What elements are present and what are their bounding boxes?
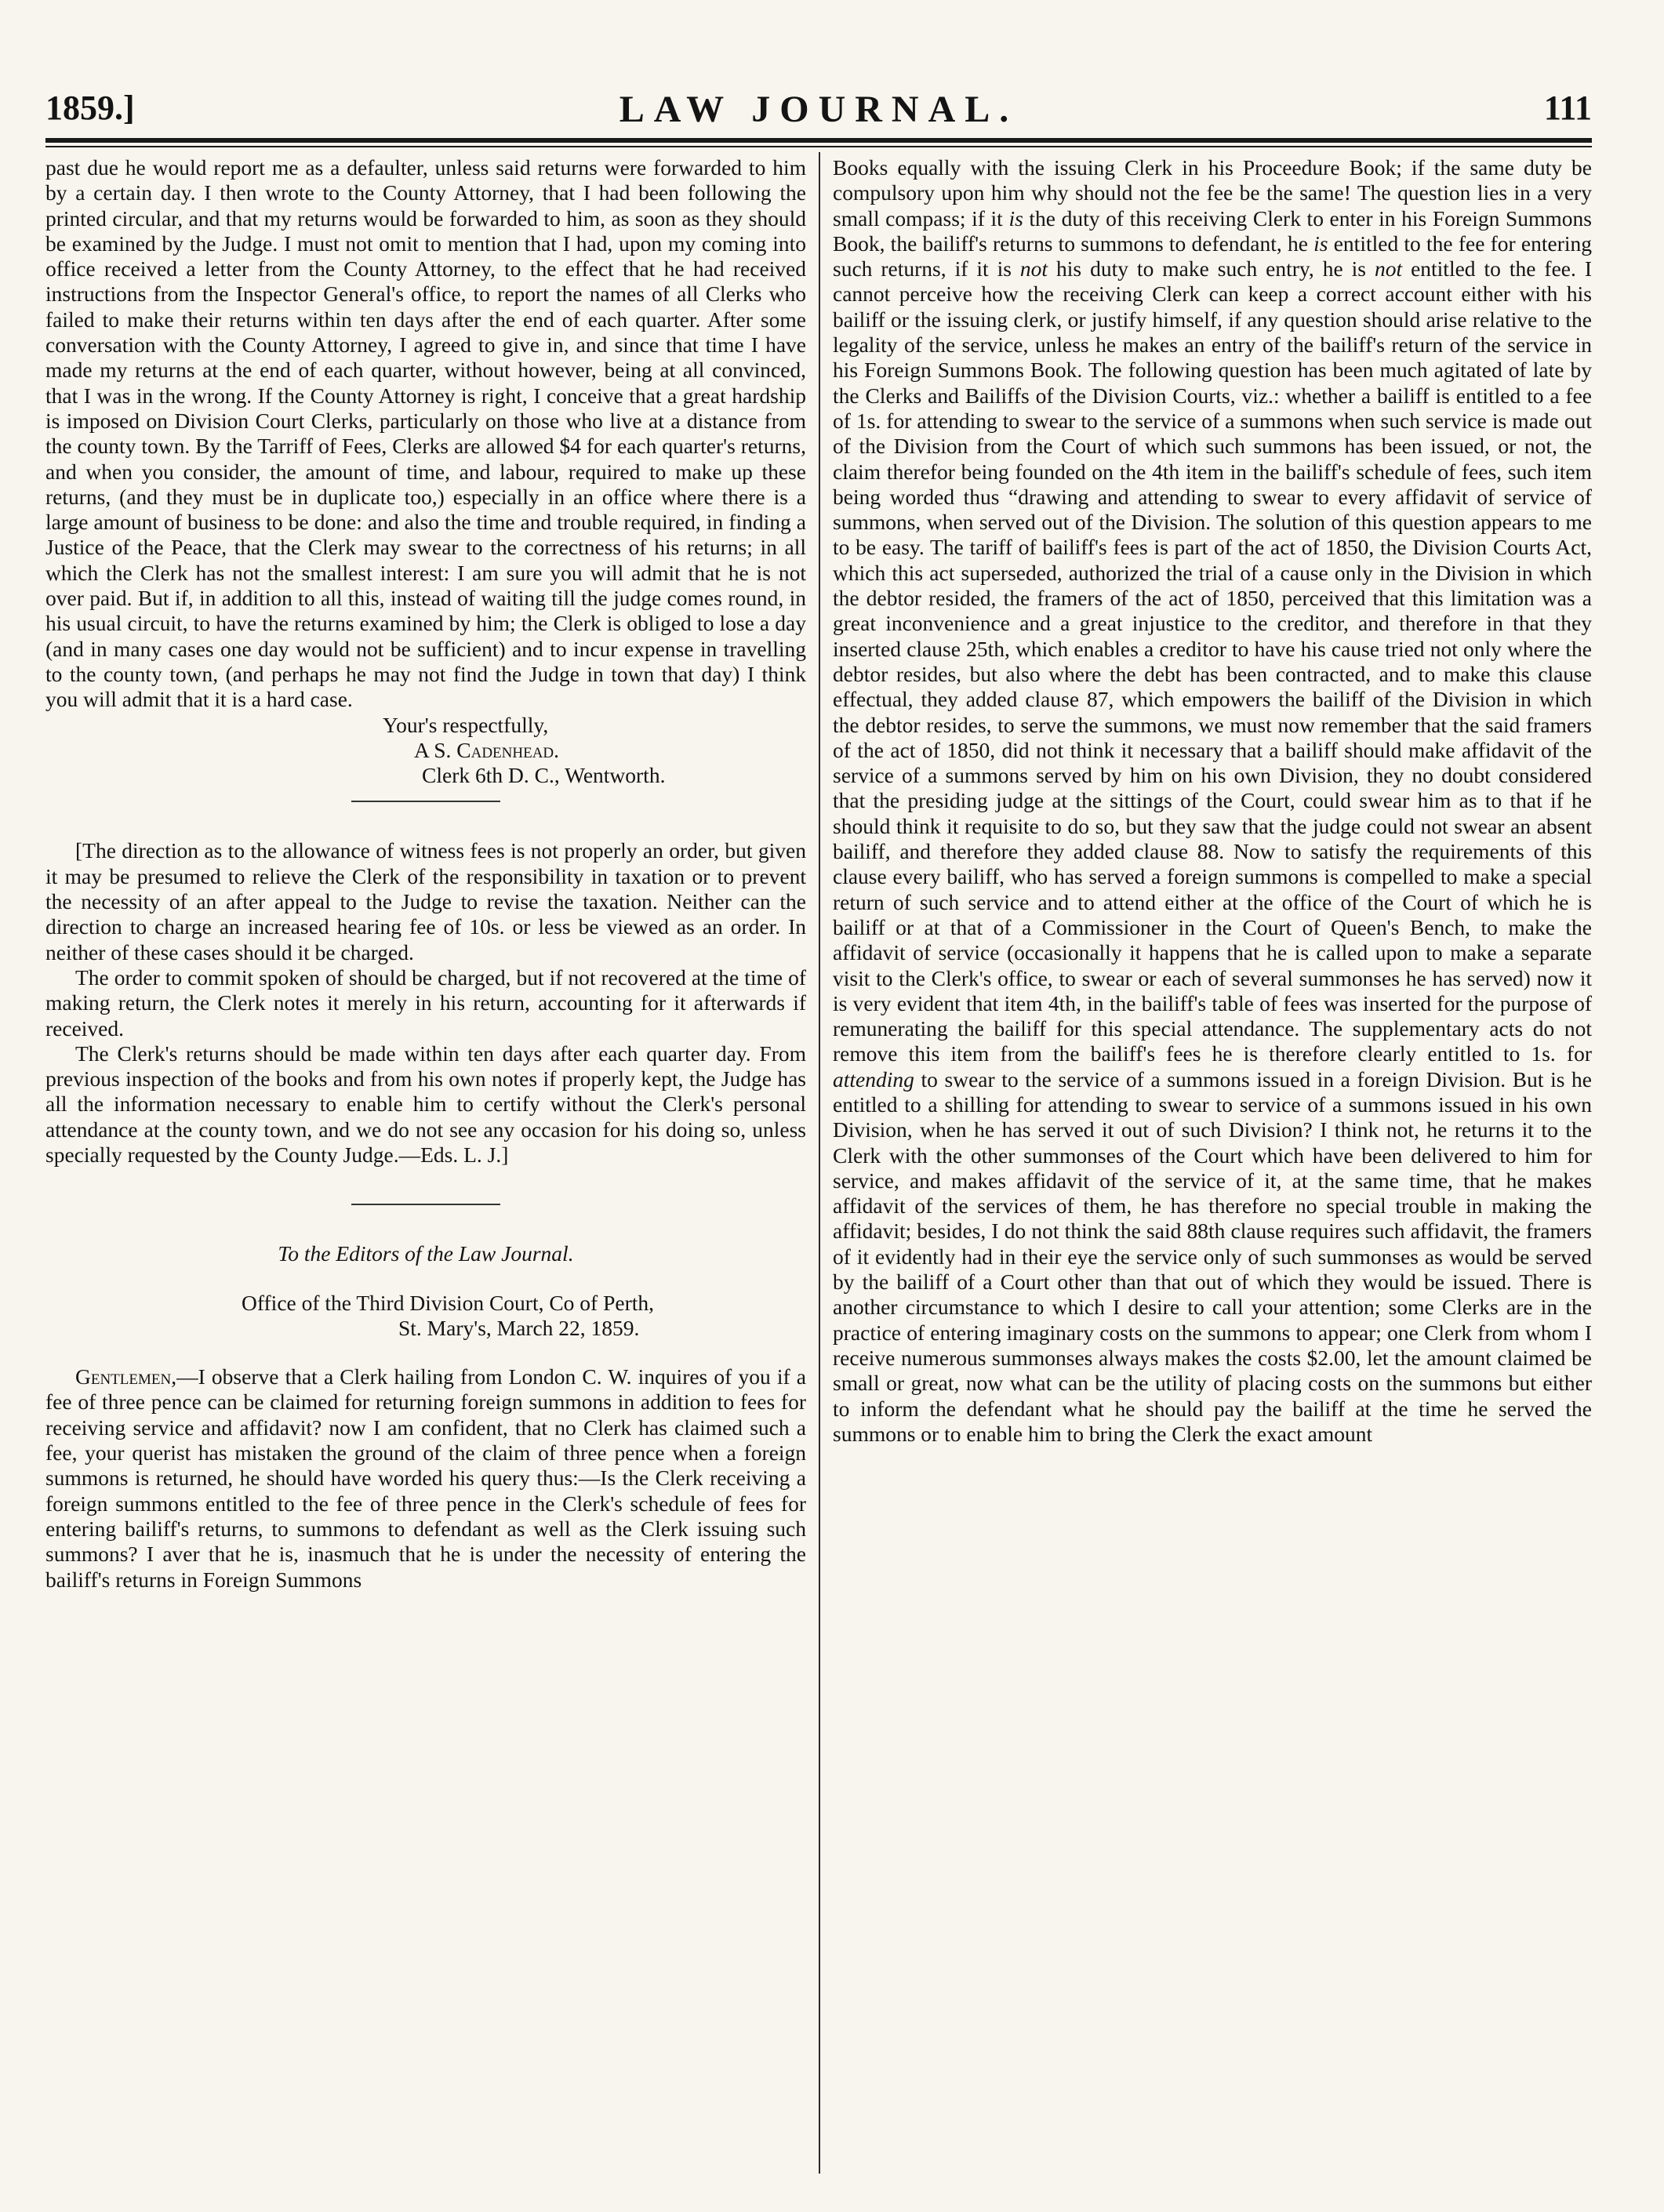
header-year: 1859.] bbox=[45, 89, 135, 127]
second-letter-body bbox=[45, 1364, 806, 1593]
office-date: St. Mary's, March 22, 1859. bbox=[398, 1315, 640, 1340]
left-column bbox=[45, 155, 806, 1593]
header-title: LAW JOURNAL. bbox=[619, 89, 1019, 130]
right-column bbox=[833, 155, 1592, 1447]
column-divider bbox=[819, 152, 820, 2174]
emphasis: is bbox=[1008, 205, 1023, 231]
continued-letter bbox=[833, 155, 1592, 1447]
emphasis: not bbox=[1019, 256, 1048, 281]
editor-note: The order to commit spoken of should be charged, but if not recovered at the time of making return, the Clerk notes it merely in his return, accounting for it afterwards if received. bbox=[45, 964, 806, 1041]
page-number: 111 bbox=[1543, 89, 1592, 127]
emphasis: is bbox=[1313, 231, 1328, 256]
header-rule-thin bbox=[45, 146, 1592, 147]
emphasis: not bbox=[1374, 256, 1403, 281]
office-line: Office of the Third Division Court, Co of Perth, bbox=[242, 1290, 655, 1315]
text-run: the duty of this receiving Clerk to enter in his Foreign Summons Book, the bailiff's returns to summons to defendant, he bbox=[833, 205, 1592, 256]
text-run: to swear to the service of a summons issued in a foreign Division. But is he entitled to a shilling for attending to swear to service of a summons issued in his own Division, when he has served it out of such Division? I think not, he returns it to the Clerk with the other summonses of the Court which have been delivered to him for service, and makes affidavit of the service of it, at the same time, that he makes affidavit of the services of them, he has therefore no special trouble in making the affidavit; besides, I do not think the said 88th clause requires such affidavit, the framers of it evidently had in their eye the service only of such summonses as would be served by the bailiff of a Court other than that out of which they would be issued. There is another circumstance to which I desire to call your attention; some Clerks are in the practice of entering imaginary costs on the summons to appear; one Clerk from whom I receive numerous summonses always makes the costs $2.00, let the amount claimed be small or great, now what can be the utility of placing costs on the summons but either to inform the defendant what he should pay the bailiff at the time he served the summons or to enable him to bring the Clerk the exact amount bbox=[833, 1066, 1592, 1446]
text-run: entitled to the fee for entering such returns, if it is bbox=[833, 231, 1592, 281]
emphasis: attending bbox=[833, 1066, 914, 1091]
editor-note: The Clerk's returns should be made within ten days after each quarter day. From previous inspection of the books and from his own notes if properly kept, the Judge has all the information necessary to enable him to certify without the Clerk's personal attendance at the county town, and we do not see any occasion for his doing so, unless specially requested by the County Judge.—Eds. L. J.] bbox=[45, 1041, 806, 1167]
editor-note: [The direction as to the allowance of witness fees is not properly an order, but given it may be presumed to relieve the Clerk of the responsibility in taxation or to prevent the necessity of an after appeal to the Judge to revise the taxation. Neither can the direction to charge an increased hearing fee of 10s. or less be viewed as an order. In neither of these cases should it be charged. bbox=[45, 838, 806, 964]
second-letter-text: —I observe that a Clerk hailing from London C. W. inquires of you if a fee of three pence can be claimed for returning foreign summons in addition to fees for receiving service and affidavit? now I am confident, that no Clerk has claimed such a fee, your querist has mistaken the ground of the claim of three pence when a foreign summons is returned, he should have worded his query thus:—Is the Clerk receiving a foreign summons entitled to the fee of three pence in the Clerk's schedule of fees for entering bailiff's returns, to summons to defendant as well as the Clerk issuing such summons? I aver that he is, inasmuch that he is under the necessity of entering the bailiff's returns in Foreign Summons bbox=[45, 1364, 806, 1592]
letter-signature: A S. Cadenhead. bbox=[414, 737, 560, 762]
letter-signature-title: Clerk 6th D. C., Wentworth. bbox=[422, 763, 666, 788]
page-header bbox=[45, 88, 1592, 135]
letter-addressee: To the Editors of the Law Journal. bbox=[278, 1241, 574, 1266]
header-rule-thick bbox=[45, 138, 1592, 143]
letter-closing: Your's respectfully, bbox=[383, 712, 549, 737]
text-run: Books equally with the issuing Clerk in his Proceedure Book; if the same duty be compulsory upon him why should not the fee be the same! The question lies in a very small compass; if it bbox=[833, 155, 1592, 231]
text-run: his duty to make such entry, he is bbox=[1048, 256, 1375, 281]
salutation: Gentlemen, bbox=[75, 1364, 177, 1389]
text-run: entitled to the fee. I cannot perceive how the receiving Clerk can keep a correct account either with his bailiff or the issuing clerk, or justify himself, if any question should arise relative to the legality of the service, unless he makes an entry of the bailiff's return of the service in his Foreign Summons Book. The following question has been much agitated of late by the Clerks and Bailiffs of the Division Courts, viz.: whether a bailiff is entitled to a fee of 1s. for attending to swear to the service of a summons when such service is made out of the Division from the Court of which such summons has been issued, or not, the claim therefor being founded on the 4th item in the bailiff's schedule of fees, such item being worded thus “drawing and attending to swear to every affidavit of service of summons, when served out of the Division. The solution of this question appears to me to be easy. The tariff of bailiff's fees is part of the act of 1850, the Division Courts Act, which this act superseded, authorized the trial of a cause only in the Division in which the debtor resided, the framers of the act of 1850, perceived that this limitation was a great inconvenience and a great injustice to the creditor, and therefore in that they inserted clause 25th, which enables a creditor to have his cause tried not only where the debtor resides, but also where the debt has been contracted, and to make this clause effectual, they added clause 87, which empowers the bailiff of the Division in which the debtor resides, to serve the summons, we must now remember that the said framers of the act of 1850, did not think it necessary that a bailiff should make affidavit of the service of a summons served by him on his own Division, they no doubt considered that the presiding judge at the sittings of the Court, could swear him as to that if he should think it requisite to do so, but they saw that the judge could not swear an absent bailiff, and therefore they added clause 88. Now to satisfy the requirements of this clause every bailiff, who has served a foreign summons is compelled to make a special return of such service and to attend either at the office of the Court of which he is bailiff or at that of a Commissioner in the Court of Queen's Bench, to make the affidavit of service (occasionally it happens that he is called upon to make a separate visit to the Clerk's office, to swear or each of several summonses he has served) now it is very evident that item 4th, in the bailiff's table of fees was inserted for the purpose of remunerating the bailiff for this special attendance. The supplementary acts do not remove this item from the bailiff's fees he is therefore clearly entitled to 1s. for bbox=[833, 256, 1592, 1066]
section-divider bbox=[351, 1204, 500, 1205]
letter-body: past due he would report me as a defaulter, unless said returns were forwarded to him by a certain day. I then wrote to the County Attorney, that I had been following the printed circular, and that my returns would be forwarded to him, as soon as they should be examined by the Judge. I must not omit to mention that I had, upon my coming into office received a letter from the County Attorney, to the effect that he had received instructions from the Inspector General's office, to report the names of all Clerks who failed to make their returns within ten days after the end of each quarter. After some conversation with the County Attorney, I agreed to give in, and since that time I have made my returns at the end of each quarter, without however, being at all convinced, that I was in the wrong. If the County Attorney is right, I conceive that a great hardship is imposed on Division Court Clerks, particularly on those who live at a distance from the county town. By the Tarriff of Fees, Clerks are allowed $4 for each quarter's returns, and when you consider, the amount of time, and labour, required to make up these returns, (and they must be in duplicate too,) especially in an office where there is a large amount of business to be done: and also the time and trouble required, in finding a Justice of the Peace, that the Clerk may swear to the correctness of his returns; in all which the Clerk has not the smallest interest: I am sure you will admit that he is not over paid. But if, in addition to all this, instead of waiting till the judge comes round, in his usual circuit, to have the returns examined by him; the Clerk is obliged to lose a day (and in many cases one day would not be sufficient) and to incur expense in travelling to the county town, (and perhaps he may not find the Judge in town that day) I think you will admit that it is a hard case. bbox=[45, 155, 806, 712]
section-divider bbox=[351, 801, 500, 802]
